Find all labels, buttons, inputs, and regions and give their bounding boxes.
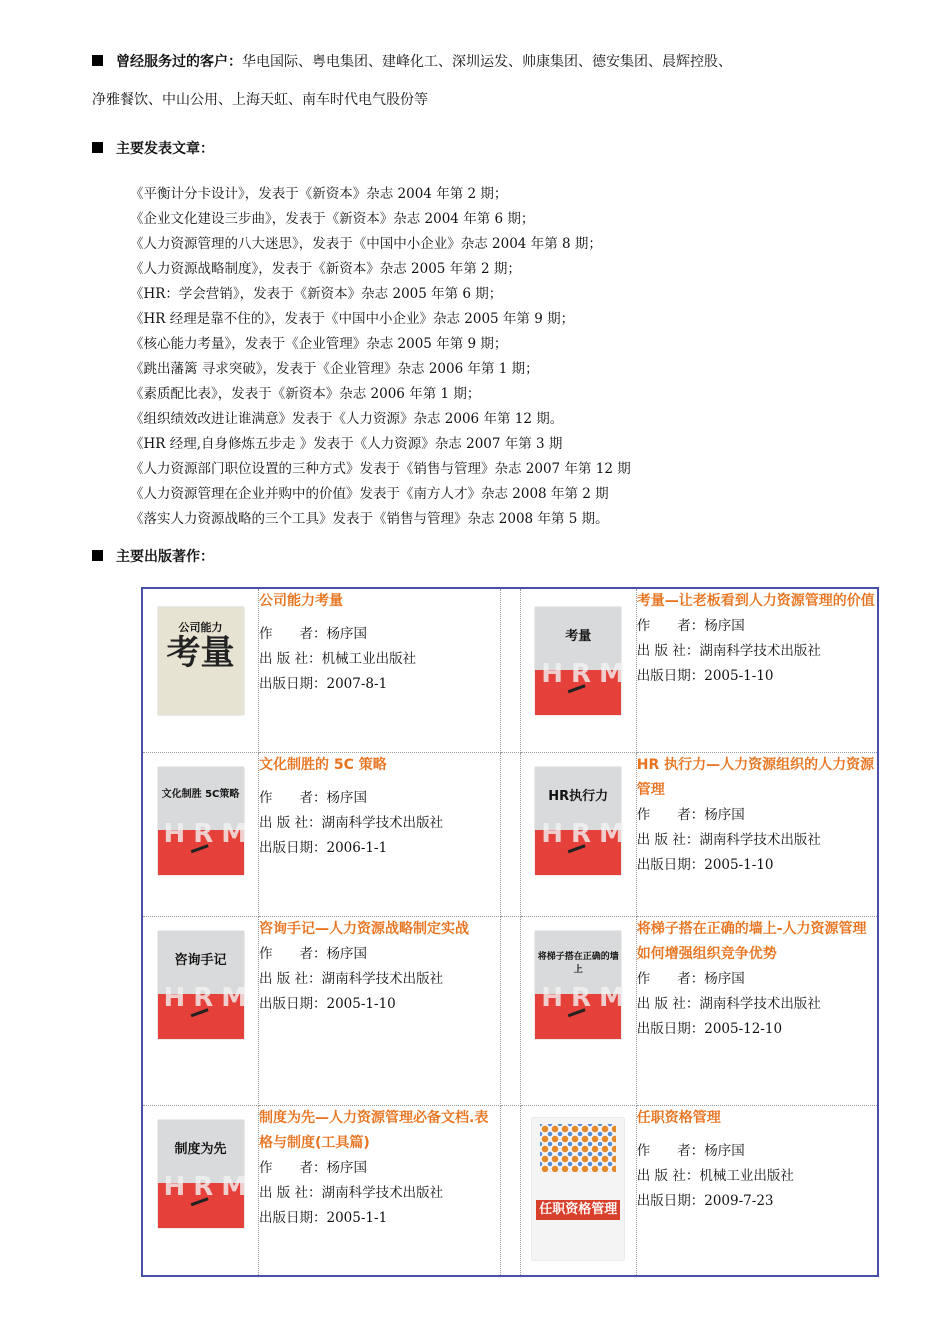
book-cover-cell (520, 752, 636, 916)
article-item: 《人力资源战略制度》，发表于《新资本》杂志 2005 年第 2 期； (130, 261, 521, 277)
book-author: 杨序国 (326, 789, 367, 806)
article-item: 《HR 经理,自身修炼五步走 》发表于《人力资源》杂志 2007 年第 3 期 (130, 436, 563, 452)
book-author: 杨序国 (704, 618, 745, 634)
book-author: 杨序国 (704, 806, 745, 823)
book-date: 2005-1-1 (326, 1209, 388, 1226)
book-date: 2009-7-23 (704, 1192, 774, 1209)
book-title: 文化制胜的 5C 策略 (259, 756, 387, 773)
clients-line1: 华电国际、粤电集团、建峰化工、深圳运发、帅康集团、德安集团、晨辉控股、 (242, 54, 732, 70)
article-item: 《跳出藩篱 寻求突破》，发表于《企业管理》杂志 2006 年第 1 期； (130, 361, 539, 377)
book-cover-image: 文化制胜 5C策略 HRM (158, 767, 244, 875)
book-cover-image: 公司能力 考量 (158, 607, 244, 715)
books-heading: 主要出版著作： (92, 547, 214, 567)
book-title: 制度为先—人力资源管理必备文档.表格与制度(工具篇) (259, 1109, 489, 1151)
article-item: 《HR 经理是靠不住的》，发表于《中国中小企业》杂志 2005 年第 9 期； (130, 311, 575, 327)
article-item: 《企业文化建设三步曲》，发表于《新资本》杂志 2004 年第 6 期； (130, 211, 535, 227)
article-item: 《人力资源部门职位设置的三种方式》发表于《销售与管理》杂志 2007 年第 12 期 (130, 461, 631, 477)
book-author: 杨序国 (326, 626, 367, 642)
book-info: 任职资格管理 作 者：杨序国 出 版 社：机械工业出版社 出版日期：2009-7-23 (636, 1105, 878, 1276)
books-table (141, 587, 879, 1277)
clients-line2: 净雅餐饮、中山公用、上海天虹、南车时代电气股份等 (92, 92, 428, 108)
book-cover-image: HR执行力 HRM (535, 767, 621, 875)
article-item: 《组织绩效改进让谁满意》发表于《人力资源》杂志 2006 年第 12 期。 (130, 411, 564, 427)
book-title: 考量—让老板看到人力资源管理的价值 (636, 593, 875, 609)
bullet-square-icon (92, 55, 103, 66)
clients-label: 曾经服务过的客户： (116, 54, 242, 70)
book-cover-image: 将梯子搭在正确的墙上 HRM (535, 931, 621, 1039)
articles-heading: 主要发表文章： (92, 139, 214, 159)
book-cover-cell (142, 917, 259, 1106)
book-cover-cell (142, 588, 259, 752)
book-publisher: 湖南科学技术出版社 (699, 831, 821, 848)
book-date: 2005-1-10 (704, 856, 774, 873)
book-author: 杨序国 (704, 971, 745, 988)
book-info: 将梯子搭在正确的墙上-人力资源管理如何增强组织竞争优势 作 者：杨序国 出 版 社：湖南科学技术出版社 出版日期：2005-12-10 (636, 917, 878, 1106)
book-title: 任职资格管理 (636, 1109, 721, 1126)
book-cover-image: 任职资格管理 (532, 1118, 624, 1260)
book-publisher: 湖南科学技术出版社 (321, 814, 444, 831)
book-author: 杨序国 (326, 1159, 367, 1176)
book-cover-cell (520, 588, 636, 752)
book-cover-cell (142, 1105, 259, 1276)
book-cover-cell (142, 752, 259, 916)
clients-section (92, 52, 732, 72)
book-info: 文化制胜的 5C 策略 作 者：杨序国 出 版 社：湖南科学技术出版社 出版日期：2006-1-1 (259, 752, 501, 916)
book-publisher: 湖南科学技术出版社 (699, 996, 821, 1013)
book-publisher: 机械工业出版社 (699, 1167, 794, 1184)
book-cover-image: 制度为先 HRM (158, 1120, 244, 1228)
book-info: 考量—让老板看到人力资源管理的价值 作 者：杨序国 出 版 社：湖南科学技术出版社 出版日期：2005-1-10 (636, 588, 878, 752)
bullet-square-icon (92, 142, 103, 153)
book-date: 2006-1-1 (326, 839, 388, 856)
book-publisher: 湖南科学技术出版社 (321, 971, 444, 988)
article-item: 《落实人力资源战略的三个工具》发表于《销售与管理》杂志 2008 年第 5 期。 (130, 511, 609, 527)
book-cover-cell (520, 1105, 636, 1276)
book-publisher: 机械工业出版社 (321, 651, 417, 667)
book-title: 将梯子搭在正确的墙上-人力资源管理如何增强组织竞争优势 (636, 921, 867, 963)
book-info: 公司能力考量 作 者：杨序国 出 版 社：机械工业出版社 出版日期：2007-8-1 (259, 588, 501, 752)
book-date: 2005-12-10 (704, 1021, 783, 1038)
article-item: 《人力资源管理在企业并购中的价值》发表于《南方人才》杂志 2008 年第 2 期 (130, 486, 609, 502)
articles-list (130, 184, 631, 534)
article-item: 《核心能力考量》，发表于《企业管理》杂志 2005 年第 9 期； (130, 336, 508, 352)
book-date: 2005-1-10 (704, 668, 774, 684)
article-item: 《HR：学会营销》，发表于《新资本》杂志 2005 年第 6 期； (130, 286, 503, 302)
book-date: 2005-1-10 (326, 996, 396, 1013)
book-info: 咨询手记—人力资源战略制定实战 作 者：杨序国 出 版 社：湖南科学技术出版社 出版日期：2005-1-10 (259, 917, 501, 1106)
bullet-square-icon (92, 550, 103, 561)
book-publisher: 湖南科学技术出版社 (699, 643, 821, 659)
article-item: 《素质配比表》，发表于《新资本》杂志 2006 年第 1 期； (130, 386, 481, 402)
book-title: HR 执行力—人力资源组织的人力资源管理 (636, 756, 875, 798)
book-info: 制度为先—人力资源管理必备文档.表格与制度(工具篇) 作 者：杨序国 出 版 社：湖南科学技术出版社 出版日期：2005-1-1 (259, 1105, 501, 1276)
article-item: 《人力资源管理的八大迷思》，发表于《中国中小企业》杂志 2004 年第 8 期； (130, 236, 602, 252)
book-date: 2007-8-1 (326, 676, 388, 692)
book-cover-image: 考量 HRM (535, 607, 621, 715)
book-title: 公司能力考量 (259, 593, 343, 609)
book-cover-image: 咨询手记 HRM (158, 931, 244, 1039)
book-author: 杨序国 (326, 946, 367, 963)
book-info: HR 执行力—人力资源组织的人力资源管理 作 者：杨序国 出 版 社：湖南科学技术出版社 出版日期：2005-1-10 (636, 752, 878, 916)
book-author: 杨序国 (704, 1142, 745, 1159)
book-publisher: 湖南科学技术出版社 (321, 1184, 444, 1201)
article-item: 《平衡计分卡设计》，发表于《新资本》杂志 2004 年第 2 期； (130, 186, 508, 202)
book-title: 咨询手记—人力资源战略制定实战 (259, 921, 469, 938)
book-cover-cell (520, 917, 636, 1106)
